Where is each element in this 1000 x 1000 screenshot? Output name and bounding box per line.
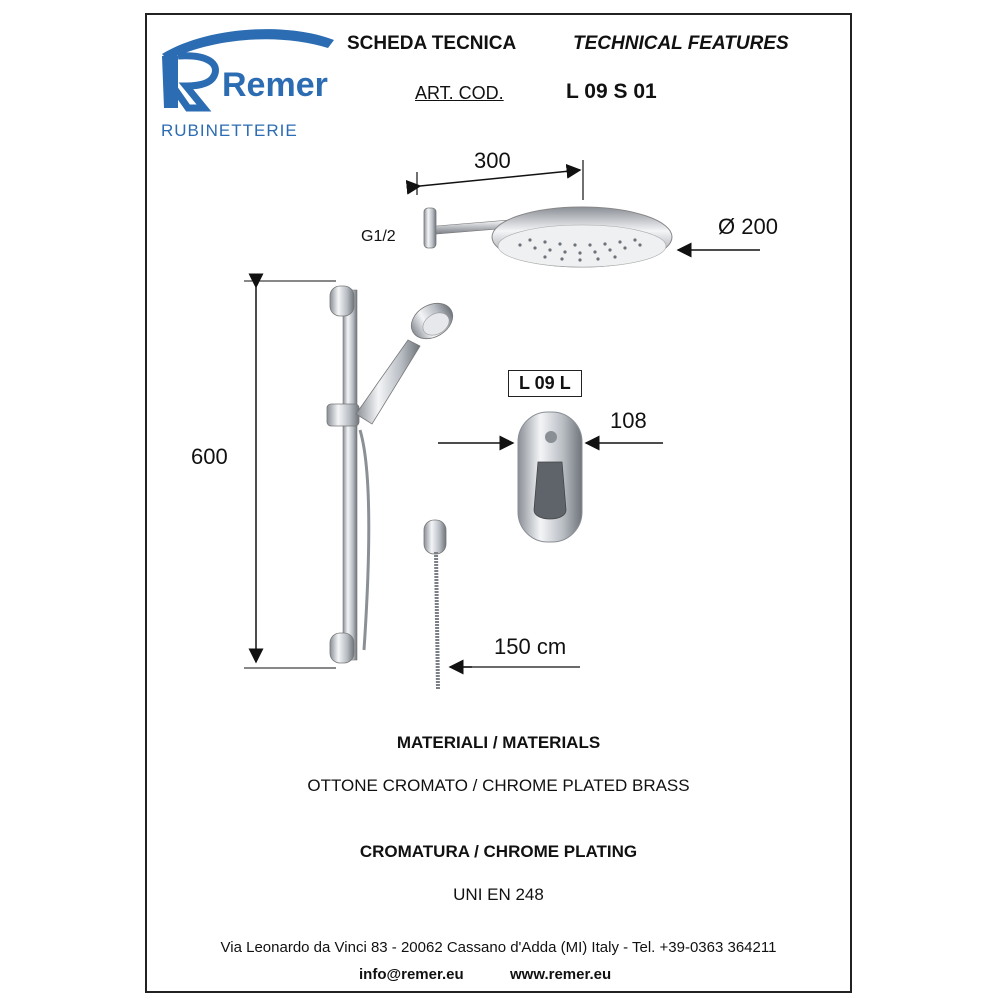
bar-bracket-top xyxy=(330,286,354,316)
logo-subtitle: RUBINETTERIE xyxy=(161,121,298,140)
wall-flange xyxy=(424,208,436,248)
hose-length-label: 150 cm xyxy=(494,634,567,659)
materials-heading: MATERIALI / MATERIALS xyxy=(396,733,601,752)
title-english: TECHNICAL FEATURES xyxy=(573,33,789,54)
footer-email[interactable]: info@remer.eu xyxy=(359,966,464,983)
mixer-code-box: L 09 L xyxy=(508,370,582,397)
footer-website[interactable]: www.remer.eu xyxy=(510,966,612,983)
slide-bar xyxy=(343,290,357,660)
mixer-lever xyxy=(534,462,566,519)
bar-bracket-bottom xyxy=(330,633,354,663)
mixer-width-label: 108 xyxy=(610,408,647,433)
wall-outlet xyxy=(424,520,446,554)
diverter-knob xyxy=(545,431,557,443)
arm-length-label: 300 xyxy=(474,148,511,173)
hand-shower-handle xyxy=(356,340,420,424)
flex-hose xyxy=(436,552,438,690)
bar-hose xyxy=(360,430,369,650)
footer-address: Via Leonardo da Vinci 83 - 20062 Cassano d'Adda (MI) Italy - Tel. +39-0363 364211 xyxy=(220,939,777,956)
article-code-label: ART. COD. xyxy=(415,83,504,103)
logo-wordmark: Remer xyxy=(222,66,328,104)
bar-height-label: 600 xyxy=(191,444,228,469)
head-diameter-label: Ø 200 xyxy=(718,214,778,239)
title-italian: SCHEDA TECNICA xyxy=(347,33,517,54)
article-code: L 09 S 01 xyxy=(566,80,657,103)
plating-heading: CROMATURA / CHROME PLATING xyxy=(359,842,638,861)
connection-label: G1/2 xyxy=(361,228,396,245)
bar-slider xyxy=(327,404,359,426)
materials-value: OTTONE CROMATO / CHROME PLATED BRASS xyxy=(307,776,690,795)
plating-value: UNI EN 248 xyxy=(453,885,544,904)
